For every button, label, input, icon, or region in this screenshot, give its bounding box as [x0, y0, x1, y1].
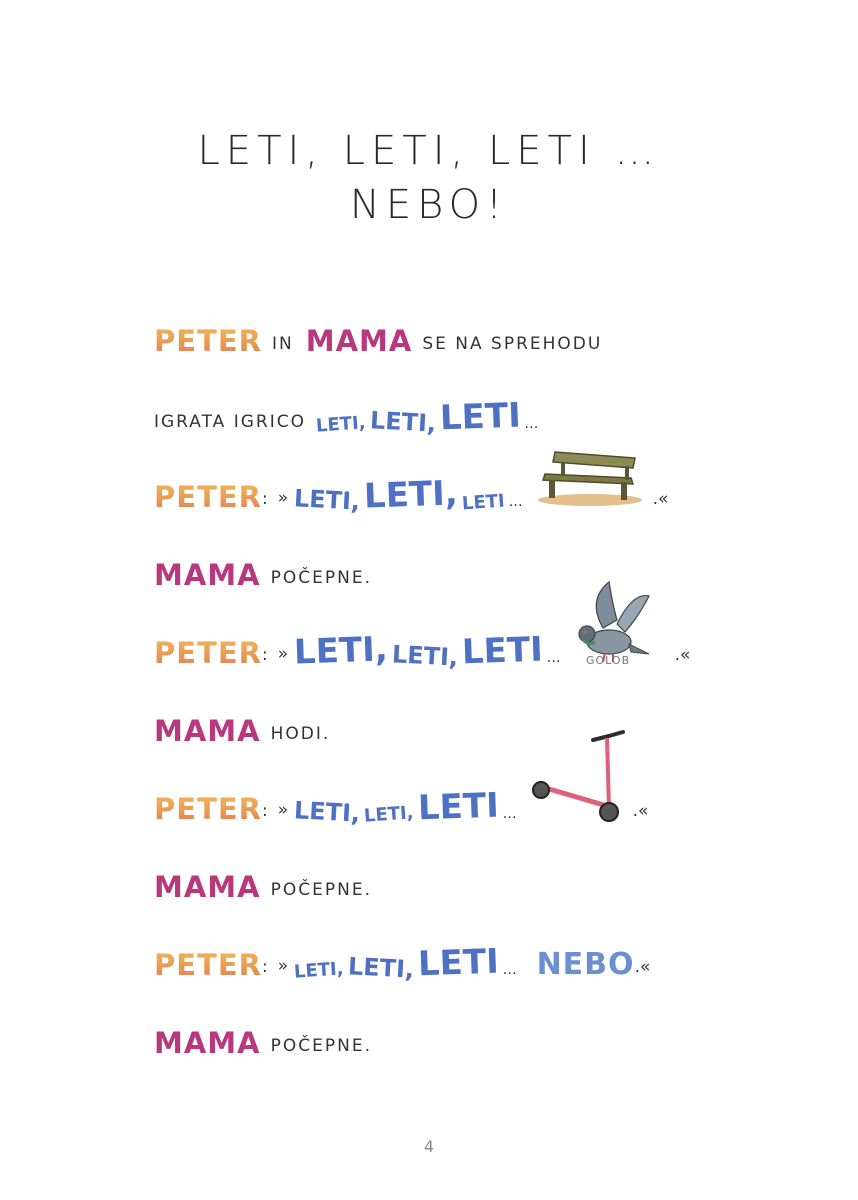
- page-number: 4: [423, 1137, 435, 1156]
- mama-name: MAMA: [154, 558, 261, 592]
- peter-name: PETER: [154, 636, 262, 670]
- ellipsis: …: [508, 494, 523, 510]
- leti-word-3: LETI: [439, 395, 522, 439]
- colon: :: [262, 957, 268, 977]
- text-squat: POČEPNE.: [270, 880, 372, 900]
- quote-open: »: [277, 488, 289, 508]
- peter-name: PETER: [154, 480, 262, 514]
- text-squat: POČEPNE.: [270, 1036, 372, 1056]
- leti-word-3: LETI: [417, 941, 500, 985]
- page-title-line-2: NEBO!: [349, 182, 509, 228]
- leti-word-2: LETI,: [368, 406, 437, 438]
- peter-name: PETER: [154, 948, 262, 982]
- colon: :: [262, 489, 268, 509]
- mama-name: MAMA: [305, 324, 413, 358]
- ellipsis: …: [546, 650, 561, 666]
- leti-word-1: LETI,: [293, 796, 361, 828]
- quote-open: »: [277, 800, 289, 820]
- leti-word-3: LETI: [417, 785, 500, 829]
- scooter-picture: [529, 726, 625, 824]
- story-line-8: [154, 846, 372, 902]
- story-line-2: [154, 378, 542, 439]
- leti-word-2: LETI,: [363, 802, 415, 827]
- quote-close: .«: [634, 957, 651, 977]
- story-line-1: [154, 300, 602, 356]
- story-line-10: [154, 1002, 372, 1058]
- leti-word-1: LETI,: [293, 629, 389, 673]
- leti-word-3: LETI: [461, 490, 506, 515]
- text-walk: SE NA SPREHODU: [422, 334, 603, 354]
- text-in: IN: [272, 334, 294, 354]
- leti-word-1: LETI,: [293, 484, 361, 516]
- leti-word-2: LETI,: [391, 640, 459, 672]
- pigeon-caption: GOLOB: [586, 654, 631, 667]
- mama-name: MAMA: [154, 870, 261, 904]
- nebo-word: NEBO: [536, 947, 635, 982]
- ellipsis: …: [502, 962, 517, 978]
- mama-name: MAMA: [154, 1026, 261, 1060]
- quote-close: .«: [652, 489, 669, 509]
- ellipsis: …: [502, 806, 517, 822]
- story-line-4: [154, 534, 372, 590]
- quote-open: »: [277, 956, 289, 976]
- text-squat: POČEPNE.: [270, 568, 372, 588]
- mama-name: MAMA: [154, 714, 261, 748]
- quote-close: .«: [674, 645, 691, 665]
- leti-word-2: LETI,: [347, 952, 415, 984]
- bench-picture: [535, 444, 645, 512]
- leti-word-1: LETI,: [293, 958, 345, 983]
- quote-open: »: [277, 644, 289, 664]
- text-walks: HODI.: [270, 724, 331, 744]
- leti-word-2: LETI,: [363, 473, 459, 517]
- quote-close: .«: [632, 801, 649, 821]
- story-line-9: [154, 924, 651, 985]
- text-play: IGRATA IGRICO: [154, 412, 306, 432]
- story-line-7: [154, 768, 649, 829]
- peter-name: PETER: [154, 324, 262, 358]
- colon: :: [262, 801, 268, 821]
- peter-name: PETER: [154, 792, 262, 826]
- colon: :: [262, 645, 268, 665]
- leti-word-3: LETI: [461, 629, 544, 673]
- leti-word-1: LETI,: [315, 412, 367, 437]
- page-title-line-1: LETI, LETI, LETI …: [197, 128, 661, 174]
- ellipsis: …: [524, 416, 539, 432]
- story-line-6: [154, 690, 330, 746]
- story-line-3: [154, 456, 669, 517]
